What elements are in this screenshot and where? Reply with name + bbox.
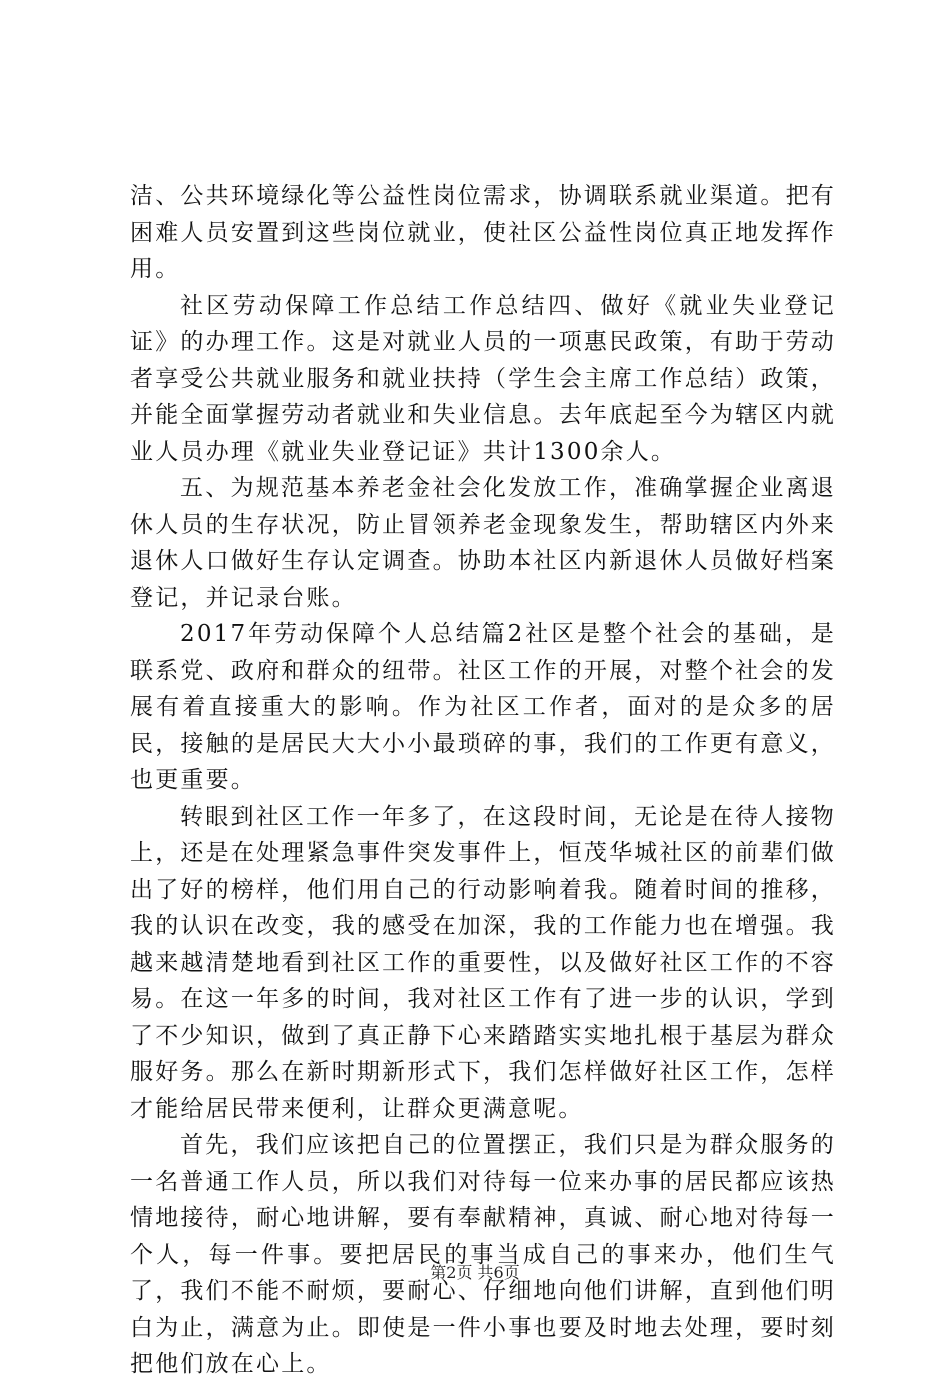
paragraph-5: 转眼到社区工作一年多了，在这段时间，无论是在待人接物上，还是在处理紧急事件突发事件上，恒茂华城社区的前辈们做出了好的榜样，他们用自己的行动影响着我。随着时间的推移，我的认识在改变，我的感受在加深，我的工作能力也在增强。我越来越清楚地看到社区工作的重要性，以及做好社区工作的不容易。在这一年多的时间，我对社区工作有了进一步的认识，学到了不少知识，做到了真正静下心来踏踏实实地扎根于基层为群众服好务。那么在新时期新形式下，我们怎样做好社区工作，怎样才能给居民带来便利，让群众更满意呢。 [130, 803, 836, 1122]
paragraph-4: 2017年劳动保障个人总结篇2社区是整个社会的基础，是联系党、政府和群众的纽带。社区工作的开展，对整个社会的发展有着直接重大的影响。作为社区工作者，面对的是众多的居民，接触的是居民大大小小最琐碎的事，我们的工作更有意义，也更重要。 [130, 621, 836, 793]
paragraph-2: 社区劳动保障工作总结工作总结四、做好《就业失业登记证》的办理工作。这是对就业人员的一项惠民政策，有助于劳动者享受公共就业服务和就业扶持（学生会主席工作总结）政策，并能全面掌握劳动者就业和失业信息。去年底起至今为辖区内就业人员办理《就业失业登记证》共计1300余人。 [130, 292, 836, 465]
paragraph-1: 洁、公共环境绿化等公益性岗位需求，协调联系就业渠道。把有困难人员安置到这些岗位就业，使社区公益性岗位真正地发挥作用。 [130, 183, 836, 282]
paragraph-3: 五、为规范基本养老金社会化发放工作，准确掌握企业离退休人员的生存状况，防止冒领养老金现象发生，帮助辖区内外来退休人口做好生存认定调查。协助本社区内新退休人员做好档案登记，并记录台账。 [130, 475, 836, 611]
document-body [130, 178, 836, 1383]
page-footer: 第2页 共6页 [430, 1263, 520, 1282]
paragraph-6: 首先，我们应该把自己的位置摆正，我们只是为群众服务的一名普通工作人员，所以我们对待每一位来办事的居民都应该热情地接待，耐心地讲解，要有奉献精神，真诚、耐心地对待每一个人，每一件事。要把居民的事当成自己的事来办，他们生气了，我们不能不耐烦，要耐心、仔细地向他们讲解，直到他们明白为止，满意为止。即使是一件小事也要及时地去处理，要时刻把他们放在心上。 [130, 1132, 836, 1377]
